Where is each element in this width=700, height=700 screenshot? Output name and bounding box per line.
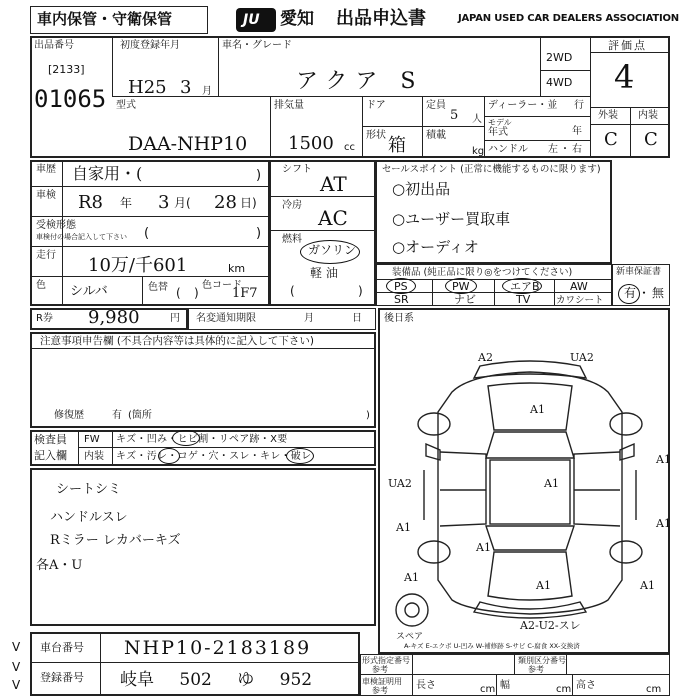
margin-tick-1: V [12,640,21,654]
repair-value: 有 [112,410,122,421]
equip-sr: SR [394,293,409,306]
displacement-value: 1500 [288,133,334,154]
designation-label-1: 形式指定番号 [362,656,410,665]
equip-airbag: エアB [510,280,540,293]
fuel-close: ) [358,284,363,298]
storage-title: 車内保管・守衛保管 [37,10,173,28]
lot-number: 01065 [34,85,107,113]
diagram-frame [378,308,670,654]
model-value: DAA-NHP10 [128,133,248,155]
inspector-dent-circle [172,430,200,446]
color-code-value: 1F7 [232,286,258,301]
inspection-form-close: ) [256,226,262,241]
first-reg-month-unit: 月 [202,86,212,97]
inspection-label: 車検 [36,190,56,201]
inspection-month: 3 [158,192,170,213]
color-change-close: ) [194,286,199,300]
note-line-3: Rミラー レカバーキズ [50,533,181,548]
load-unit: kg [472,146,485,157]
cert-width-unit: cm [556,684,572,695]
shape-label: 形状 [366,130,386,141]
recycle-value: 9,980 [88,307,140,328]
fuel-label: 燃料 [282,234,302,245]
designation-label-2: 参考 [372,665,388,674]
mark-front-right: UA2 [570,351,594,364]
inspection-era: R8 [78,192,104,213]
rating-label: 評価点 [608,39,647,52]
spare-label: スペア [396,632,424,642]
capacity-unit: 人 [472,114,482,125]
name-change-day: 日 [352,313,362,324]
shift-value: AT [320,172,347,196]
note-line-4: 各A・U [36,558,83,573]
inspection-day-unit: 日) [240,196,257,210]
mark-right-rear: A1 [656,517,671,530]
name-change-month: 月 [304,313,314,324]
cert-label-2: 参考 [372,686,388,695]
sales-line-1: ○初出品 [392,180,451,198]
handle-left: 左 [548,144,558,155]
capacity-value: 5 [450,108,459,123]
color-change-label: 色替 [148,282,168,293]
shape-value: 箱 [388,135,406,156]
note-line-1: シートシミ [56,482,122,497]
repair-label: 修復歴 [54,410,84,421]
handle-right: 右 [572,144,582,155]
inspector-row1-tag: FW [84,434,100,445]
fuel-open: ( [290,284,295,298]
mark-trunk: A1 [536,579,551,592]
name-change-label: 名変通知期限 [196,313,256,324]
interior-label: 内装 [638,110,658,121]
equip-pw: PW [452,280,470,293]
equip-ps: PS [394,280,408,293]
rating-value: 4 [614,58,635,96]
cert-height-unit: cm [646,684,662,695]
ju-logo [236,8,276,32]
inspector-stain-circle [158,448,180,464]
mark-rear-left-wheel: A1 [404,571,419,584]
recycle-unit: 円 [170,313,180,324]
dealer-label: ディーラー・並 [488,100,558,111]
lot-label: 出品番号 [34,40,74,51]
recycle-label: R券 [36,313,53,324]
sales-label: セールスポイント (正常に機能するものに限ります) [382,164,601,175]
cert-length-unit: cm [480,684,496,695]
margin-tick-3: V [12,678,21,692]
association-name: JAPAN USED CAR DEALERS ASSOCIATION [458,13,679,24]
mark-left-door: UA2 [388,477,412,490]
inspector-row1-text: キズ・凹み・ヒビ割・リペア跡・X要 [116,434,288,445]
drive-4wd: 4WD [546,76,573,89]
inspection-year-unit: 年 [120,196,133,210]
plate-label: 登録番号 [40,671,84,684]
equip-aw: AW [570,280,588,293]
color-change-open: ( [176,286,181,300]
inspector-label-2: 記入欄 [34,449,67,462]
exterior-label: 外装 [598,110,618,121]
margin-tick-2: V [12,660,21,674]
handle-label: ハンドル [488,144,528,155]
sales-line-2: ○ユーザー買取車 [392,210,511,228]
model-year-label-1: モデル [488,118,512,127]
fuel-diesel: 軽 油 [310,266,338,280]
notes-label: 注意事項申告欄 (不具合内容等は具体的に記入して下さい) [40,335,315,347]
inspection-form-label: 受検形態 [36,220,76,231]
warranty-yes: 有 [624,286,637,300]
mileage-value: 10万/千601 [88,255,188,276]
mark-left-rear: A1 [396,521,411,534]
displacement-label: 排気量 [274,100,304,111]
sales-line-3: ○オーディオ [392,238,479,256]
plate-value: 岐阜 502 ゆ 952 [120,670,313,690]
handle-dot: ・ [560,144,570,155]
chassis-label: 車台番号 [40,641,84,654]
repair-paren: (箇所 [128,410,152,421]
back-seat-label: 後日系 [384,313,414,324]
inspector-label-1: 検査員 [34,433,67,446]
model-year-unit: 年 [572,126,582,137]
mark-hood: A1 [530,403,545,416]
car-name-value: アクア S [296,69,424,94]
storage-banner [30,6,208,34]
equipment-label: 装備品 (純正品に限り◎をつけてください) [392,267,573,278]
mark-trunk-left: A1 [476,541,491,554]
logo-aichi: 愛知 [280,9,314,29]
inspection-form-note: 車検付の場合記入して下さい [36,233,127,241]
shift-label: シフト [282,164,312,175]
warranty-dot: ・ [638,286,651,300]
history-label: 車歴 [36,164,56,175]
lot-sub: [2133] [48,63,85,76]
equip-tv: TV [516,293,531,306]
exterior-value: C [604,129,618,150]
first-reg-label: 初度登録年月 [120,40,180,51]
first-reg-month: 3 [180,77,192,98]
interior-value: C [644,129,658,150]
inspection-form-open: ( [144,226,150,241]
class-label-2: 参考 [528,665,544,674]
ac-value: AC [318,206,348,230]
warranty-label: 新車保証書 [616,267,662,277]
cert-label-1: 車検証明用 [362,677,402,686]
mark-rear-bumper: A2-U2-スレ [520,619,581,632]
inspector-row2-text: キズ・汚レ・コゲ・穴・スレ・キレ・破レ [116,451,312,462]
model-label: 型式 [116,100,136,111]
inspector-row2-tag: 内装 [84,451,104,462]
equip-airbag-circle [502,278,542,294]
mark-right-mirror: A1 [656,453,671,466]
color-value: シルバ [70,284,108,299]
cert-length-label: 長さ [416,680,436,691]
door-label: ドア [366,100,386,111]
dealer-label-2: 行 [574,100,584,111]
inspection-month-unit: 月( [174,196,191,210]
equip-pw-circle [445,278,477,294]
mark-rear-right: A1 [640,579,655,592]
mark-roof: A1 [544,477,559,490]
form-title: 出品申込書 [336,8,426,29]
color-code-label: 色コード [202,280,242,291]
equip-navi: ナビ [454,293,476,306]
equip-ps-circle [386,278,416,294]
chassis-value: NHP10-2183189 [124,637,312,659]
car-name-label: 車名・グレード [222,40,292,51]
warranty-yes-circle [618,284,640,304]
mileage-label: 走行 [36,250,56,261]
load-label: 積載 [426,130,446,141]
inspection-day: 28 [214,192,237,213]
mileage-unit: km [228,262,246,275]
mark-front-bumper: A2 [478,351,493,364]
history-close: ) [256,168,262,183]
inspector-rub-circle [286,448,314,464]
drive-2wd: 2WD [546,51,573,64]
ac-label: 冷房 [282,200,302,211]
history-value: 自家用・( [72,164,143,183]
class-label-1: 類別区分番号 [518,656,566,665]
repair-close: ) [366,410,370,421]
diagram-legend: A-キズ E-エクボ U-凹み W-補修跡 S-サビ C-腐食 XX-交換済 [404,642,580,650]
warranty-no: 無 [652,286,665,300]
ju-logo-text: JU [243,12,260,28]
cert-height-label: 高さ [576,680,596,691]
first-reg-era: H25 [128,77,167,98]
fuel-gasoline: ガソリン [308,243,357,257]
note-line-2: ハンドルスレ [50,510,128,525]
model-year-label-2: 年式 [488,127,508,138]
equip-leather: カワシート [556,295,604,306]
displacement-unit: cc [344,142,355,153]
cert-width-label: 幅 [500,680,510,691]
capacity-label: 定員 [426,100,446,111]
color-label: 色 [36,280,46,291]
